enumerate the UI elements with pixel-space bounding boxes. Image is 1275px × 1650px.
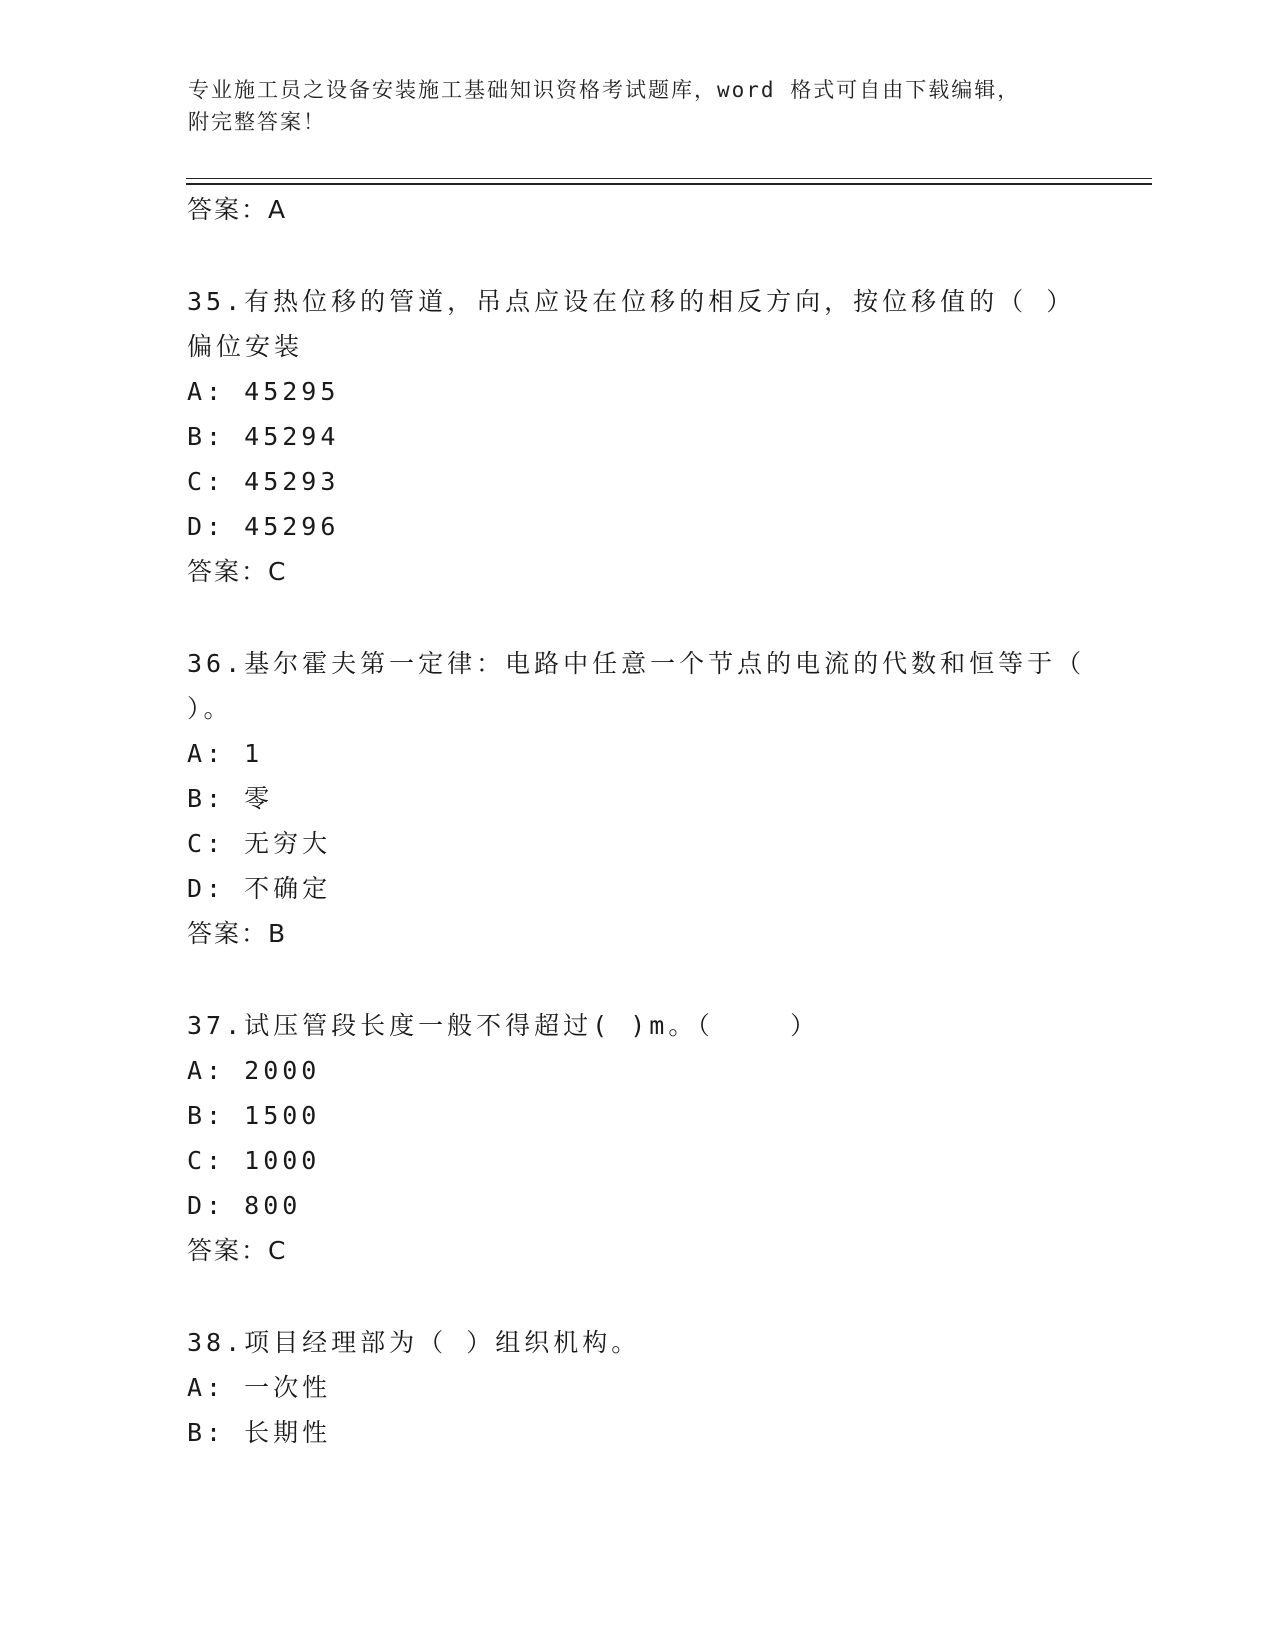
option-d: D: 不确定 [187,874,332,903]
question-stem-continued: ）。 [187,694,233,723]
option-c: C: 1000 [187,1146,321,1175]
answer-value: A [268,195,288,224]
question-stem: 36.基尔霍夫第一定律：电路中任意一个节点的电流的代数和恒等于（ [187,649,1086,678]
option-c: C: 无穷大 [187,829,332,858]
option-b: B: 零 [187,784,274,813]
answer-label: 答案： [187,919,269,948]
document-header [188,74,1088,138]
question-list [187,187,1087,1455]
question-38 [187,1320,1087,1455]
answer-label: 答案： [187,557,269,586]
question-stem-continued: 偏位安装 [187,332,304,361]
option-a: A: 2000 [187,1056,321,1085]
option-a: A: 45295 [187,377,340,406]
option-b: B: 长期性 [187,1418,332,1447]
answer-line [187,911,1087,956]
answer-value: C [268,557,288,586]
option-b: B: 45294 [187,422,340,451]
answer-line [187,1228,1087,1273]
option-a: A: 一次性 [187,1373,332,1402]
answer-value: B [268,919,288,948]
question-stem: 38.项目经理部为（ ）组织机构。 [187,1328,641,1357]
option-c: C: 45293 [187,467,340,496]
header-divider-thin [186,178,1152,179]
answer-label: 答案： [187,195,269,224]
question-stem: 35.有热位移的管道，吊点应设在位移的相反方向，按位移值的（ ） [187,287,1076,316]
answer-line [187,549,1087,594]
option-b: B: 1500 [187,1101,321,1130]
option-a: A: 1 [187,739,264,768]
answer-label: 答案： [187,1236,269,1265]
header-divider-thick [186,183,1152,185]
header-line-2: 附完整答案！ [188,110,326,134]
question-37 [187,1003,1087,1273]
header-line-1: 专业施工员之设备安装施工基础知识资格考试题库，word 格式可自由下载编辑， [188,78,1021,102]
question-35 [187,279,1087,594]
option-d: D: 800 [187,1191,302,1220]
question-stem: 37.试压管段长度一般不得超过( )m。（ ） [187,1011,820,1040]
question-36 [187,641,1087,956]
option-d: D: 45296 [187,512,340,541]
answer-line-34 [187,187,1087,232]
answer-value: C [268,1236,288,1265]
